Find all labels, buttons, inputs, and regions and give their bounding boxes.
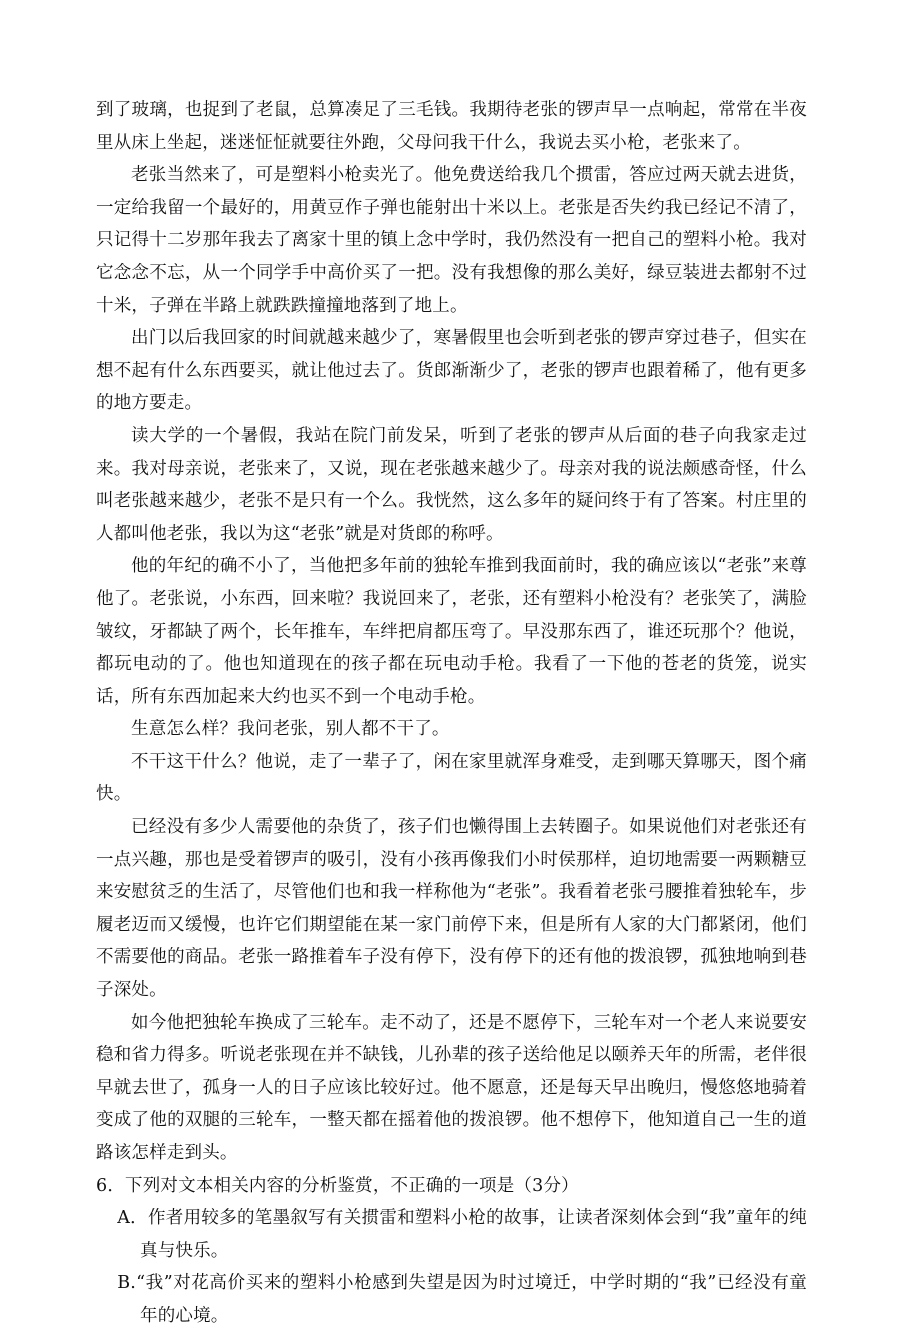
paragraph: 生意怎么样？我问老张，别人都不干了。 [131, 719, 450, 740]
paragraph: 不干这干什么？他说，走了一辈子了，闲在家里就浑身难受，走到哪天算哪天，图个痛快。 [96, 751, 807, 805]
paragraph: 到了玻璃，也捉到了老鼠，总算凑足了三毛钱。我期待老张的锣声早一点响起，常常在半夜里从床上坐起，迷迷怔怔就要往外跑，父母问我干什么，我说去买小枪，老张来了。 [96, 100, 807, 153]
paragraph: 出门以后我回家的时间就越来越少了，寒暑假里也会听到老张的锣声穿过巷子，但实在想不起有什么东西要买，就让他过去了。货郎渐渐少了，老张的锣声也跟着稀了，他有更多的地方要走。 [96, 328, 807, 414]
paragraph: 如今他把独轮车换成了三轮车。走不动了，还是不愿停下，三轮车对一个老人来说要安稳和省力得多。听说老张现在并不缺钱，儿孙辈的孩子送给他足以颐养天年的所需，老伴很早就去世了，孤身一人的日子应该比较好过。他不愿意，还是每天早出晚归，慢悠悠地骑着变成了他的双腿的三轮车，一整天都在摇着他的拨浪锣。他不想停下，他知道自己一生的道路该怎样走到头。 [96, 1012, 807, 1163]
paragraph: 老张当然来了，可是塑料小枪卖光了。他免费送给我几个掼雷，答应过两天就去进货，一定给我留一个最好的，用黄豆作子弹也能射出十米以上。老张是否失约我已经记不清了，只记得十二岁那年我去了离家十里的镇上念中学时，我仍然没有一把自己的塑料小枪。我对它念念不忘，从一个同学手中高价买了一把。没有我想像的那么美好，绿豆装进去都射不过十米，子弹在半路上就跌跌撞撞地落到了地上。 [96, 165, 807, 316]
paragraph: 已经没有多少人需要他的杂货了，孩子们也懒得围上去转圈子。如果说他们对老张还有一点兴趣，那也是受着锣声的吸引，没有小孩再像我们小时侯那样，迫切地需要一两颗糖豆来安慰贫乏的生活了，尽管他们也和我一样称他为“老张”。我看着老张弓腰推着独轮车，步履老迈而又缓慢，也许它们期望能在某一家门前停下来，但是所有人家的大门都紧闭，他们不需要他的商品。老张一路推着车子没有停下，没有停下的还有他的拨浪锣，孤独地响到巷子深处。 [96, 817, 807, 1001]
question-block [96, 1170, 807, 1333]
article-body [96, 94, 807, 1170]
question-stem: 6．下列对文本相关内容的分析鉴赏，不正确的一项是（3分） [96, 1175, 579, 1196]
option-a: A．作者用较多的笔墨叙写有关掼雷和塑料小枪的故事，让读者深刻体会到“我”童年的纯真与快乐。 [117, 1208, 807, 1261]
exam-page [96, 94, 807, 1333]
option-b: B.“我”对花高价买来的塑料小枪感到失望是因为时过境迁，中学时期的“我”已经没有童年的心境。 [117, 1273, 807, 1326]
paragraph: 他的年纪的确不小了，当他把多年前的独轮车推到我面前时，我的确应该以“老张”来尊他了。老张说，小东西，回来啦？我说回来了，老张，还有塑料小枪没有？老张笑了，满脸皱纹，牙都缺了两个，长年推车，车绊把肩都压弯了。早没那东西了，谁还玩那个？他说，都玩电动的了。他也知道现在的孩子都在玩电动手枪。我看了一下他的苍老的货笼，说实话，所有东西加起来大约也买不到一个电动手枪。 [96, 556, 807, 707]
paragraph: 读大学的一个暑假，我站在院门前发呆，听到了老张的锣声从后面的巷子向我家走过来。我对母亲说，老张来了，又说，现在老张越来越少了。母亲对我的说法颇感奇怪，什么叫老张越来越少，老张不是只有一个么。我恍然，这么多年的疑问终于有了答案。村庄里的人都叫他老张，我以为这“老张”就是对货郎的称呼。 [96, 425, 807, 544]
